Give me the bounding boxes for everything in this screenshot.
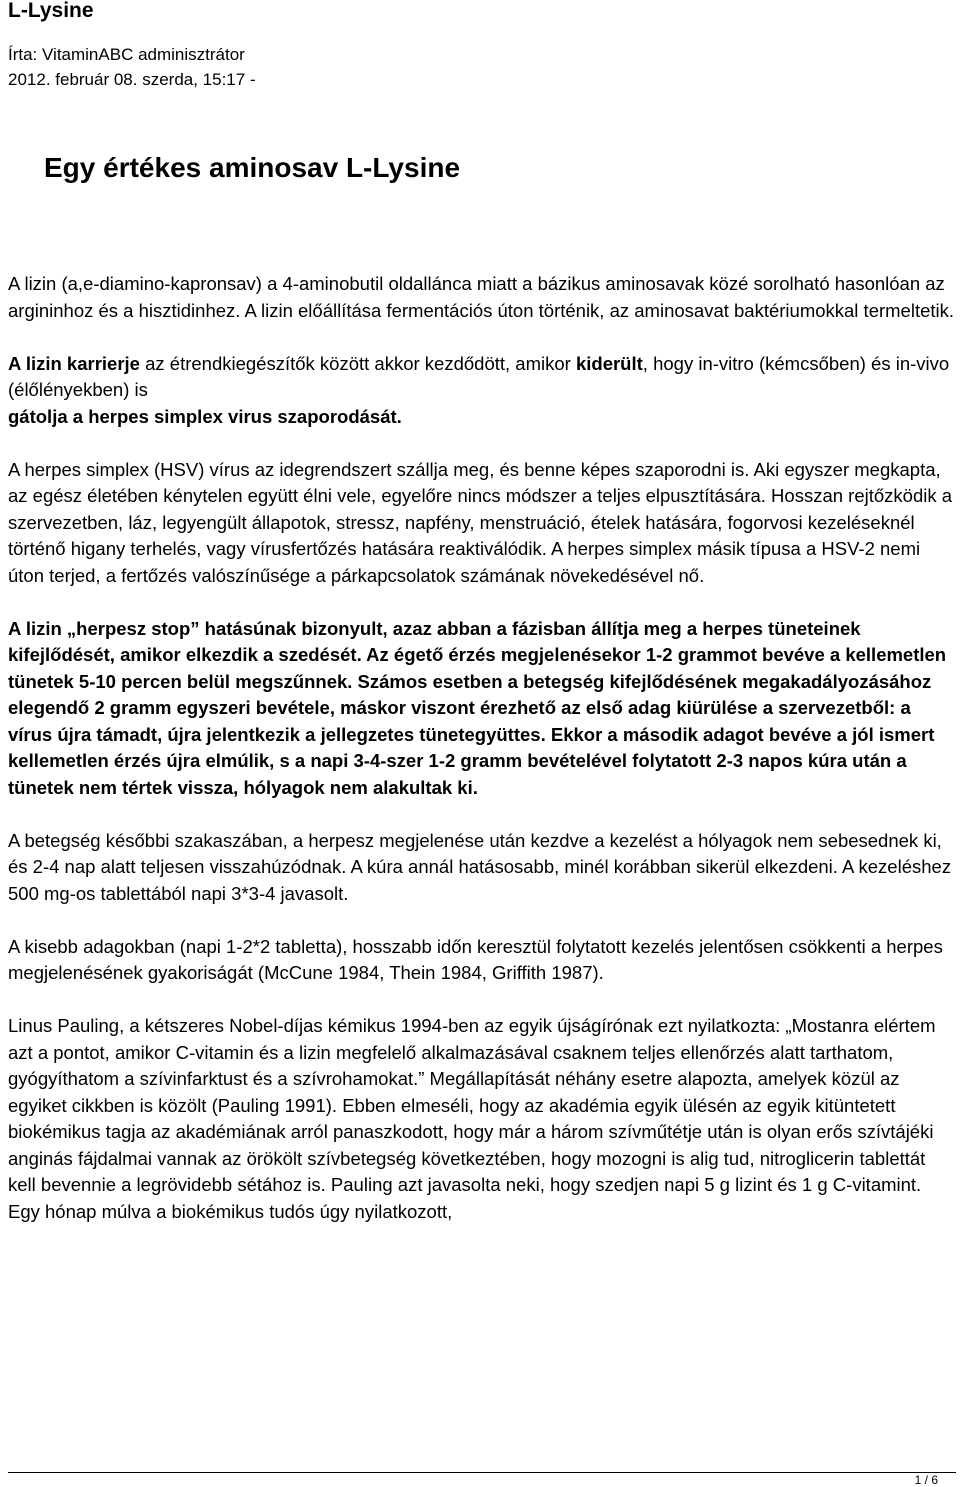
paragraph-herpes-stop: A lizin „herpesz stop” hatásúnak bizonyult, azaz abban a fázisban állítja meg a herpes tüneteinek kifejlődését, amikor elkezdik a szedését. Az égető érzés megjelenésekor 1-2 grammot bevéve a kellemetlen tünetek 5-10 percen belül megszűnnek. Számos esetben a betegség kifejlődésének megakadályozásához elegendő 2 gramm egyszeri bevétele, máskor viszont érezhető az első adag kiürülése a szervezetből: a vírus újra támadt, újra jelentkezik a jellegzetes tünetegyüttes. Ekkor a második adagot bevéve a jól ismert kellemetlen érzés újra elmúlik, s a napi 3-4-szer 1-2 gramm bevételével folytatott 2-3 napos kúra után a tünetek nem tértek vissza, hólyagok nem alakultak ki. (8, 617, 947, 798)
page-number: 1 / 6 (914, 1473, 938, 1487)
paragraph-smaller-doses: A kisebb adagokban (napi 1-2*2 tabletta), hosszabb időn keresztül folytatott kezelés jelentősen csökkenti a herpes megjelenésének gyakoriságát (McCune 1984, Thein 1984, Griffith 1987). (8, 935, 943, 983)
career-bold-conclusion: gátolja a herpes simplex virus szaporodását. (8, 405, 402, 427)
paragraph-hsv: A herpes simplex (HSV) vírus az idegrendszert szállja meg, és benne képes szaporodni is. Aki egyszer megkapta, az egész életében kénytelen együtt élni vele, egyelőre nincs módszer a teljes elpusztítására. Hosszan rejtőzködik a szervezetben, láz, legyengült állapotok, stressz, napfény, menstruáció, ételek hatására, fogorvosi kezeléseknél történő higany terhelés, vagy vírusfertőzés hatására reaktiválódik. A herpes simplex másik típusa a HSV-2 nemi úton terjed, a fertőzés valószínűsége a párkapcsolatok számának növekedésével nő. (8, 458, 953, 586)
paragraph-intro: A lizin (a,e-diamino-kapronsav) a 4-aminobutil oldallánca miatt a bázikus aminosavak közé sorolható hasonlóan az argininhoz és a hisztidinhez. A lizin előállítása fermentációs úton történik, az aminosavat baktériumokkal termeltetik. (8, 273, 955, 321)
article-headline: Egy értékes aminosav L-Lysine (44, 152, 461, 183)
career-text-1: az étrendkiegészítők között akkor kezdődött, amikor (139, 352, 576, 374)
page-title: L-Lysine (8, 0, 94, 22)
career-bold-revealed: kiderült (575, 352, 643, 374)
footer-divider (8, 1472, 956, 1473)
author-line: Írta: VitaminABC adminisztrátor (8, 45, 245, 64)
career-bold-lead: A lizin karrierje (8, 352, 140, 374)
article-body (8, 271, 958, 1225)
paragraph-later-stage: A betegség későbbi szakaszában, a herpesz megjelenése után kezdve a kezelést a hólyagok nem sebesednek ki, és 2-4 nap alatt teljesen visszahúzódnak. A kúra annál hatásosabb, minél korábban sikerül elkezdeni. A kezeléshez 500 mg-os tablettából napi 3*3-4 javasolt. (8, 829, 952, 904)
paragraph-pauling: Linus Pauling, a kétszeres Nobel-díjas kémikus 1994-ben az egyik újságírónak ezt nyilatkozta: „Mostanra elértem azt a pontot, amikor C-vitamin és a lizin megfelelő alkalmazásával csaknem teljes ellenőrzés alatt tarthatom, gyógyíthatom a szívinfarktust és a szívrohamokat.” Megállapítását néhány esetre alapozta, amelyek közül az egyiket cikkben is közölt (Pauling 1991). Ebben elmeséli, hogy az akadémia egyik ülésén az egyik kitüntetett biokémikus tagja az akadémiának arról panaszkodott, hogy már a három szívműtétje után is olyan erős szívtájéki anginás fájdalmai vannak az örökölt szívbetegség következtében, hogy mozogni is alig tud, nitroglicerin tablettát kell bevennie a legrövidebb sétához is. Pauling azt javasolta neki, hogy szedjen napi 5 g lizint és 1 g C-vitamint. Egy hónap múlva a biokémikus tudós úgy nyilatkozott, (8, 1015, 936, 1222)
date-line: 2012. február 08. szerda, 15:17 - (8, 70, 256, 89)
career-text-2: , hogy in-vitro (kémcsőben) és in-vivo (élőlényekben) is (8, 352, 950, 400)
paragraph-career (8, 351, 958, 431)
